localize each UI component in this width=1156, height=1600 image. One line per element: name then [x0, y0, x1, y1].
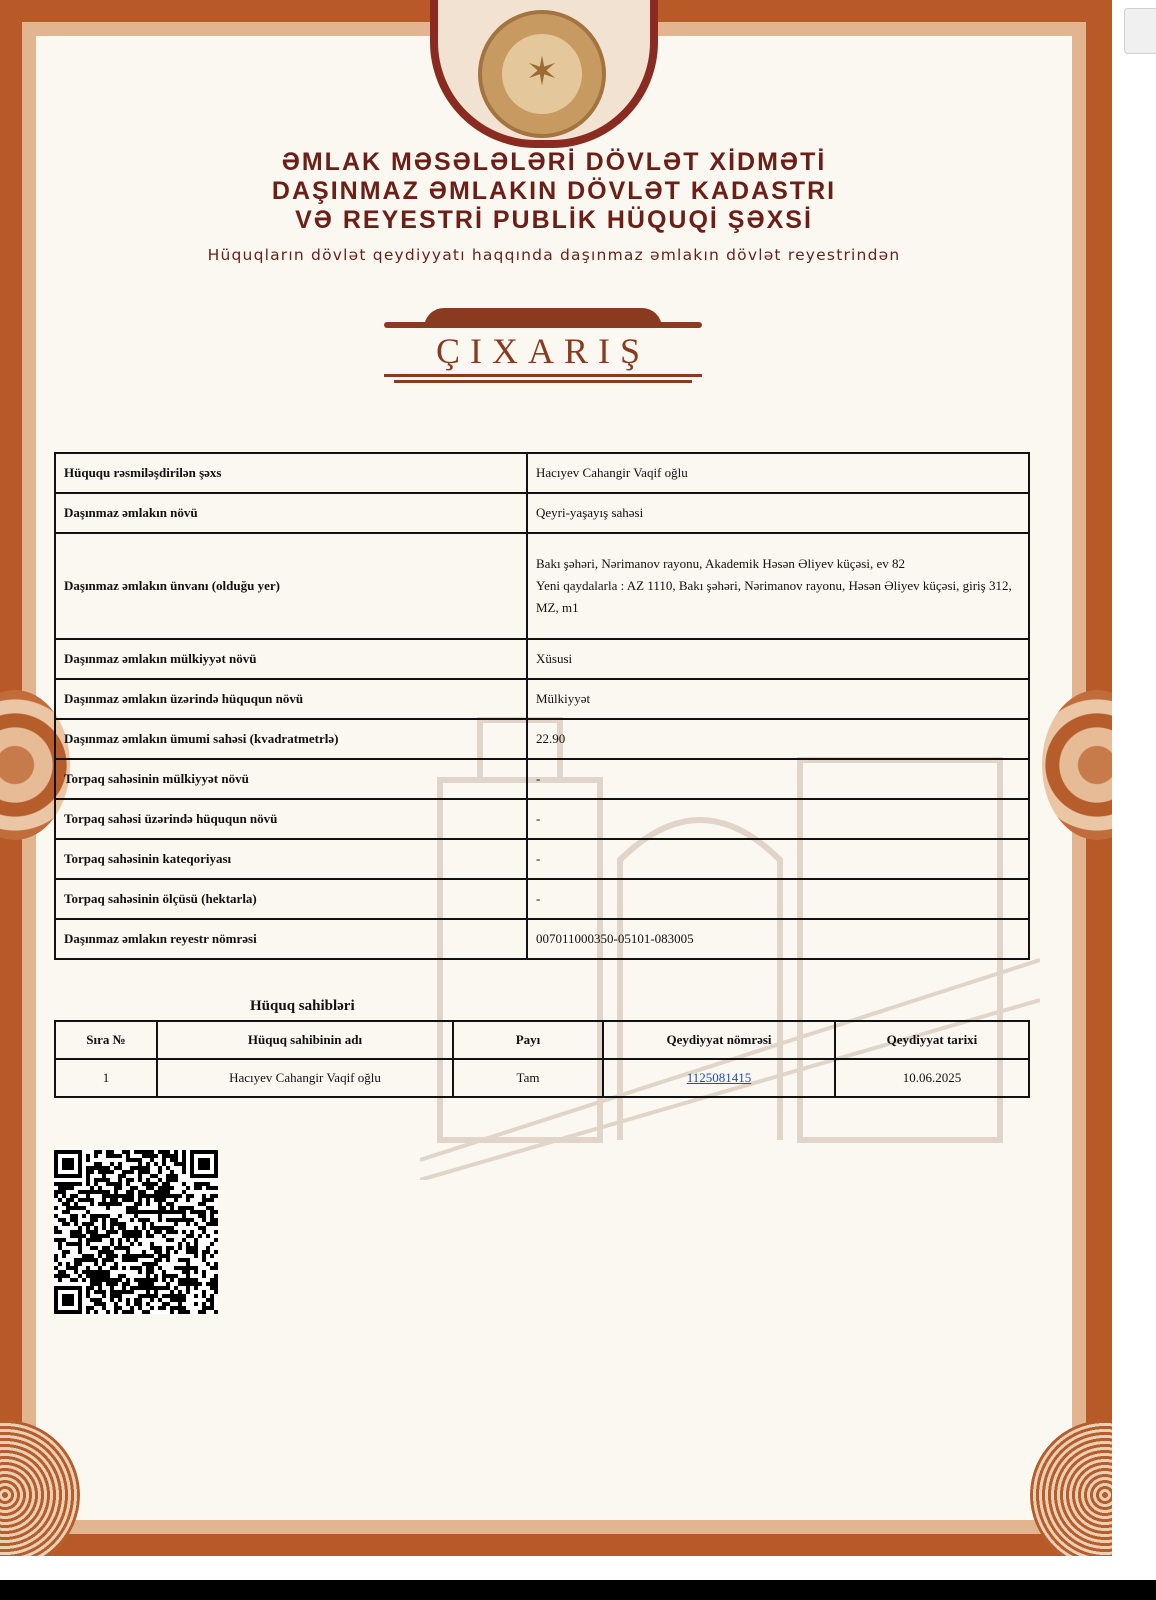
address-cell [527, 533, 1029, 639]
document-title-block [384, 300, 702, 392]
owner-row [55, 1059, 1029, 1097]
row-label: Daşınmaz əmlakın ünvanı (olduğu yer) [55, 533, 527, 639]
row-label: Daşınmaz əmlakın reyestr nömrəsi [55, 919, 527, 959]
table-row [55, 639, 1029, 679]
registration-date: 10.06.2025 [835, 1059, 1029, 1097]
column-header: Qeydiyyat nömrəsi [603, 1021, 835, 1059]
row-label: Daşınmaz əmlakın mülkiyyət növü [55, 639, 527, 679]
row-label: Daşınmaz əmlakın növü [55, 493, 527, 533]
column-header: Qeydiyyat tarixi [835, 1021, 1029, 1059]
table-row [55, 719, 1029, 759]
row-value: Qeyri-yaşayış sahəsi [527, 493, 1029, 533]
row-value: Mülkiyyət [527, 679, 1029, 719]
table-row [55, 879, 1029, 919]
row-label: Hüququ rəsmiləşdirilən şəxs [55, 453, 527, 493]
row-value: Hacıyev Cahangir Vaqif oğlu [527, 453, 1029, 493]
bottom-bar [0, 1580, 1156, 1600]
table-row [55, 453, 1029, 493]
star-icon: ✶ [525, 49, 559, 94]
title-underline [384, 374, 702, 377]
property-info-table [54, 452, 1030, 960]
row-label: Torpaq sahəsinin mülkiyyət növü [55, 759, 527, 799]
header-subtitle: Hüquqların dövlət qeydiyyatı haqqında daşınmaz əmlakın dövlət reyestrindən [207, 246, 901, 264]
state-emblem [478, 10, 606, 138]
row-value: - [527, 879, 1029, 919]
row-label: Torpaq sahəsi üzərində hüququn növü [55, 799, 527, 839]
address-new: Yeni qaydalarla : AZ 1110, Bakı şəhəri, Nərimanov rayonu, Həsən Əliyev küçəsi, giriş 312, MZ, m1 [536, 578, 1012, 615]
issuer-header [36, 148, 1072, 235]
row-value: - [527, 799, 1029, 839]
row-label: Torpaq sahəsinin ölçüsü (hektarla) [55, 879, 527, 919]
owner-share: Tam [453, 1059, 603, 1097]
row-value: 007011000350-05101-083005 [527, 919, 1029, 959]
header-line-2: DAŞINMAZ ƏMLAKIN DÖVLƏT KADASTRI [271, 177, 837, 205]
registration-number-link[interactable]: 1125081415 [686, 1070, 752, 1085]
table-row [55, 493, 1029, 533]
table-row [55, 759, 1029, 799]
document-title: ÇIXARIŞ [435, 331, 651, 371]
owner-no: 1 [55, 1059, 157, 1097]
row-label: Torpaq sahəsinin kateqoriyası [55, 839, 527, 879]
column-header: Sıra № [55, 1021, 157, 1059]
row-value: Xüsusi [527, 639, 1029, 679]
header-line-3: VƏ REYESTRİ PUBLİK HÜQUQİ ŞƏXSİ [295, 206, 813, 234]
row-value: 22.90 [527, 719, 1029, 759]
address-old: Bakı şəhəri, Nərimanov rayonu, Akademik Həsən Əliyev küçəsi, ev 82 [536, 556, 905, 571]
registration-number-cell [603, 1059, 835, 1097]
table-row [55, 679, 1029, 719]
row-value: - [527, 839, 1029, 879]
owners-table [54, 1020, 1030, 1098]
emblem-center [502, 34, 582, 114]
qr-code [54, 1150, 218, 1314]
title-ornament-bar [384, 322, 702, 328]
column-header: Hüquq sahibinin adı [157, 1021, 453, 1059]
table-row [55, 799, 1029, 839]
row-label: Daşınmaz əmlakın ümumi sahəsi (kvadratmetrlə) [55, 719, 527, 759]
owners-header-row [55, 1021, 1029, 1059]
owner-name: Hacıyev Cahangir Vaqif oğlu [157, 1059, 453, 1097]
row-value: - [527, 759, 1029, 799]
header-line-1: ƏMLAK MƏSƏLƏLƏRİ DÖVLƏT XİDMƏTİ [281, 148, 827, 176]
row-label: Daşınmaz əmlakın üzərində hüququn növü [55, 679, 527, 719]
scrollbar-thumb[interactable] [1124, 8, 1156, 54]
table-row [55, 839, 1029, 879]
owners-title: Hüquq sahibləri [250, 998, 355, 1014]
column-header: Payı [453, 1021, 603, 1059]
table-row [55, 533, 1029, 639]
title-underline-2 [394, 380, 692, 383]
table-row [55, 919, 1029, 959]
